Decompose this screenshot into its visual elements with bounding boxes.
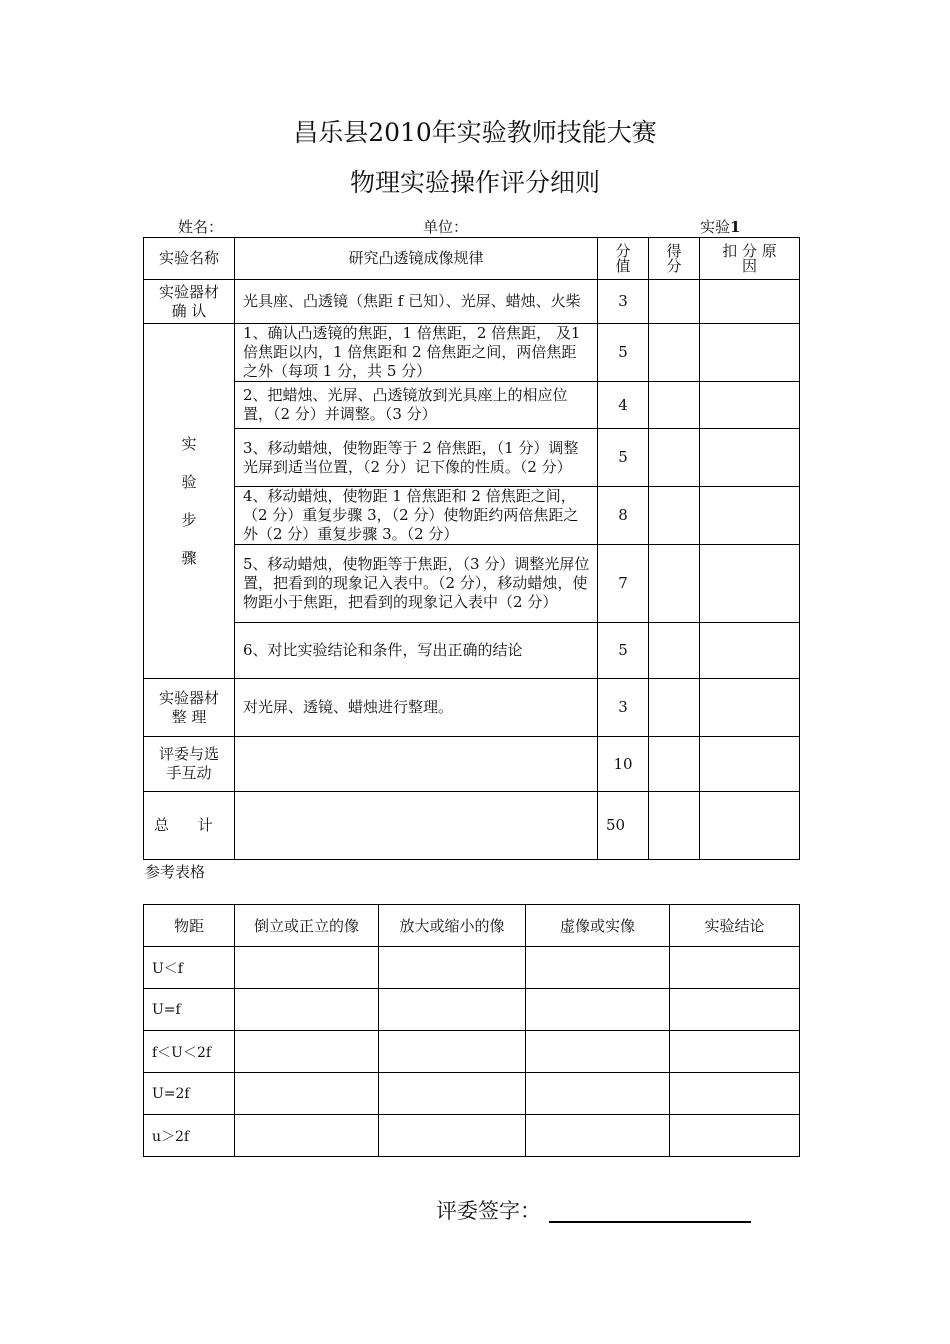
ref-row-label: U=2f	[144, 1073, 235, 1115]
interaction-label-text: 评委与选手互动	[158, 745, 219, 782]
experiment-label-text: 实验	[700, 218, 731, 236]
step-desc: 3、移动蜡烛，使物距等于 2 倍焦距，（1 分）调整光屏到适当位置，（2 分）记下像的性质。（2 分）	[235, 429, 598, 487]
step-got[interactable]	[649, 324, 700, 382]
header-score-got	[649, 238, 700, 280]
ref-row	[144, 1031, 800, 1073]
ref-cell[interactable]	[379, 1073, 526, 1115]
total-row	[144, 792, 800, 860]
header-score-value-text: 分值	[615, 241, 631, 275]
equip-tidy-desc: 对光屏、透镜、蜡烛进行整理。	[235, 679, 598, 737]
interaction-reason[interactable]	[700, 737, 800, 792]
step-desc: 2、把蜡烛、光屏、凸透镜放到光具座上的相应位置，（2 分）并调整。（3 分）	[235, 382, 598, 429]
header-deduct-reason-text: 扣 分 原 因	[722, 241, 777, 275]
ref-row-label: f＜U＜2f	[144, 1031, 235, 1073]
equip-tidy-row	[144, 679, 800, 737]
ref-cell[interactable]	[670, 1031, 800, 1073]
score-header-row	[144, 238, 800, 280]
ref-cell[interactable]	[379, 989, 526, 1031]
ref-cell[interactable]	[379, 1031, 526, 1073]
ref-cell[interactable]	[379, 947, 526, 989]
step-reason[interactable]	[700, 623, 800, 679]
equip-check-row	[144, 280, 800, 324]
step-row	[144, 429, 800, 487]
ref-cell[interactable]	[235, 1031, 379, 1073]
total-reason[interactable]	[700, 792, 800, 860]
step-got[interactable]	[649, 545, 700, 623]
ref-header-cell: 物距	[144, 905, 235, 947]
total-score: 50	[598, 792, 649, 860]
step-score: 5	[598, 324, 649, 382]
ref-cell[interactable]	[670, 989, 800, 1031]
ref-row	[144, 947, 800, 989]
ref-header-cell: 放大或缩小的像	[379, 905, 526, 947]
step-score: 5	[598, 429, 649, 487]
equip-tidy-label-text: 实验器材整 理	[158, 688, 219, 726]
ref-cell[interactable]	[670, 1115, 800, 1157]
step-row	[144, 382, 800, 429]
reference-table	[143, 904, 800, 1157]
step-row	[144, 324, 800, 382]
step-reason[interactable]	[700, 545, 800, 623]
ref-cell[interactable]	[526, 947, 670, 989]
equip-check-reason[interactable]	[700, 280, 800, 324]
step-score: 8	[598, 487, 649, 545]
ref-cell[interactable]	[235, 1073, 379, 1115]
step-reason[interactable]	[700, 487, 800, 545]
interaction-label	[144, 737, 235, 792]
ref-header-cell: 实验结论	[670, 905, 800, 947]
interaction-row	[144, 737, 800, 792]
step-score: 4	[598, 382, 649, 429]
interaction-got[interactable]	[649, 737, 700, 792]
ref-row-label: u＞2f	[144, 1115, 235, 1157]
document-subtitle: 物理实验操作评分细则	[349, 168, 600, 197]
ref-header-row	[144, 905, 800, 947]
step-reason[interactable]	[700, 429, 800, 487]
equip-tidy-reason[interactable]	[700, 679, 800, 737]
experiment-label	[700, 217, 740, 237]
experiment-number: 1	[730, 218, 741, 236]
equip-check-label	[144, 280, 235, 324]
total-label: 总 计	[144, 792, 235, 860]
step-desc: 5、移动蜡烛，使物距等于焦距，（3 分）调整光屏位置，把看到的现象记入表中。（2 分），移动蜡烛，使物距小于焦距，把看到的现象记入表中（2 分）	[235, 545, 598, 623]
header-score-value	[598, 238, 649, 280]
interaction-score: 10	[598, 737, 649, 792]
equip-tidy-label	[144, 679, 235, 737]
steps-label-text: 实验步骤	[181, 435, 197, 567]
equip-check-label-text: 实验器材确 认	[158, 282, 219, 320]
step-row	[144, 487, 800, 545]
interaction-desc	[235, 737, 598, 792]
ref-cell[interactable]	[670, 1073, 800, 1115]
step-reason[interactable]	[700, 324, 800, 382]
ref-cell[interactable]	[235, 1115, 379, 1157]
ref-cell[interactable]	[526, 1073, 670, 1115]
ref-row	[144, 1073, 800, 1115]
ref-header-cell: 倒立或正立的像	[235, 905, 379, 947]
ref-row	[144, 1115, 800, 1157]
ref-cell[interactable]	[379, 1115, 526, 1157]
total-got[interactable]	[649, 792, 700, 860]
ref-cell[interactable]	[670, 947, 800, 989]
ref-row-label: U＜f	[144, 947, 235, 989]
equip-check-got[interactable]	[649, 280, 700, 324]
header-experiment-name: 实验名称	[144, 238, 235, 280]
step-score: 5	[598, 623, 649, 679]
name-label: 姓名：	[178, 218, 224, 236]
step-desc: 6、对比实验结论和条件，写出正确的结论	[235, 623, 598, 679]
equip-tidy-got[interactable]	[649, 679, 700, 737]
steps-label	[144, 324, 235, 679]
step-got[interactable]	[649, 623, 700, 679]
equip-check-desc: 光具座、凸透镜（焦距 f 已知）、光屏、蜡烛、火柴	[235, 280, 598, 324]
experiment-subject: 研究凸透镜成像规律	[235, 238, 598, 280]
header-score-got-text: 得分	[666, 241, 682, 275]
unit-label: 单位：	[423, 218, 469, 236]
ref-cell[interactable]	[526, 1031, 670, 1073]
step-row	[144, 623, 800, 679]
step-got[interactable]	[649, 382, 700, 429]
total-desc	[235, 792, 598, 860]
document-title: 昌乐县2010年实验教师技能大赛	[293, 118, 657, 147]
header-deduct-reason	[700, 238, 800, 280]
judge-signature-label: 评委签字：	[436, 1199, 541, 1223]
step-reason[interactable]	[700, 382, 800, 429]
step-got[interactable]	[649, 487, 700, 545]
ref-cell[interactable]	[235, 989, 379, 1031]
step-desc: 1、确认凸透镜的焦距，1 倍焦距，2 倍焦距， 及1 倍焦距以内，1 倍焦距和 2 倍焦距之间，两倍焦距之外（每项 1 分，共 5 分）	[235, 324, 598, 382]
ref-header-cell: 虚像或实像	[526, 905, 670, 947]
score-table	[143, 237, 800, 860]
step-got[interactable]	[649, 429, 700, 487]
ref-cell[interactable]	[235, 947, 379, 989]
equip-tidy-score: 3	[598, 679, 649, 737]
ref-row-label: U=f	[144, 989, 235, 1031]
signature-line[interactable]	[549, 1221, 751, 1223]
step-row	[144, 545, 800, 623]
step-score: 7	[598, 545, 649, 623]
ref-cell[interactable]	[526, 1115, 670, 1157]
step-desc: 4、移动蜡烛，使物距 1 倍焦距和 2 倍焦距之间，（2 分）重复步骤 3，（2 分）使物距约两倍焦距之外（2 分）重复步骤 3。（2 分）	[235, 487, 598, 545]
ref-cell[interactable]	[526, 989, 670, 1031]
ref-table-label: 参考表格	[145, 863, 206, 881]
equip-check-score: 3	[598, 280, 649, 324]
ref-row	[144, 989, 800, 1031]
